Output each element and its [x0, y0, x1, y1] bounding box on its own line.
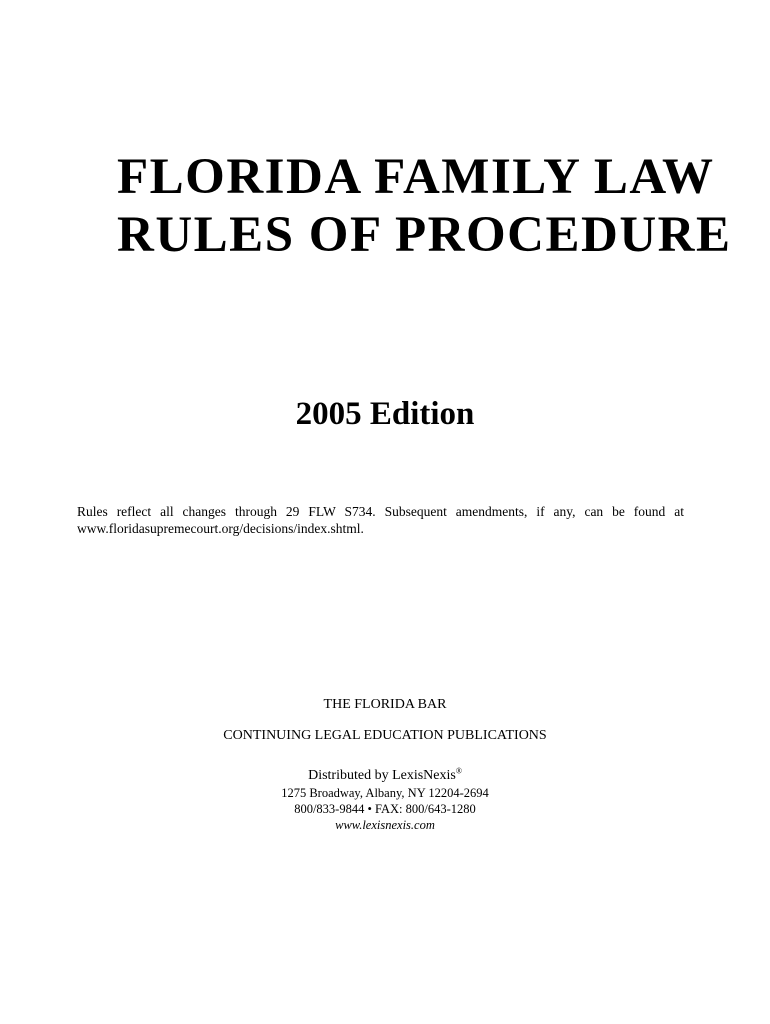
edition-label: 2005 Edition	[295, 396, 475, 432]
distributor-phone-fax: 800/833-9844 • FAX: 800/643-1280	[294, 802, 476, 816]
distributor-line	[0, 767, 770, 784]
title-line-2: RULES OF PROCEDURE	[117, 207, 732, 263]
distributor-website: www.lexisnexis.com	[335, 818, 435, 832]
amendments-notice: Rules reflect all changes through 29 FLW S734. Subsequent amendments, if any, can be found at www.floridasupremecourt.org/decisions/index.shtml.	[77, 504, 684, 536]
distributor-text: Distributed by LexisNexis	[308, 768, 456, 783]
distributor-address: 1275 Broadway, Albany, NY 12204-2694	[281, 786, 489, 800]
publisher-name: THE FLORIDA BAR	[323, 697, 447, 712]
title-line-1: FLORIDA FAMILY LAW	[117, 149, 715, 205]
publisher-division: CONTINUING LEGAL EDUCATION PUBLICATIONS	[223, 728, 547, 743]
document-title	[117, 148, 732, 264]
registered-trademark: ®	[455, 766, 462, 776]
